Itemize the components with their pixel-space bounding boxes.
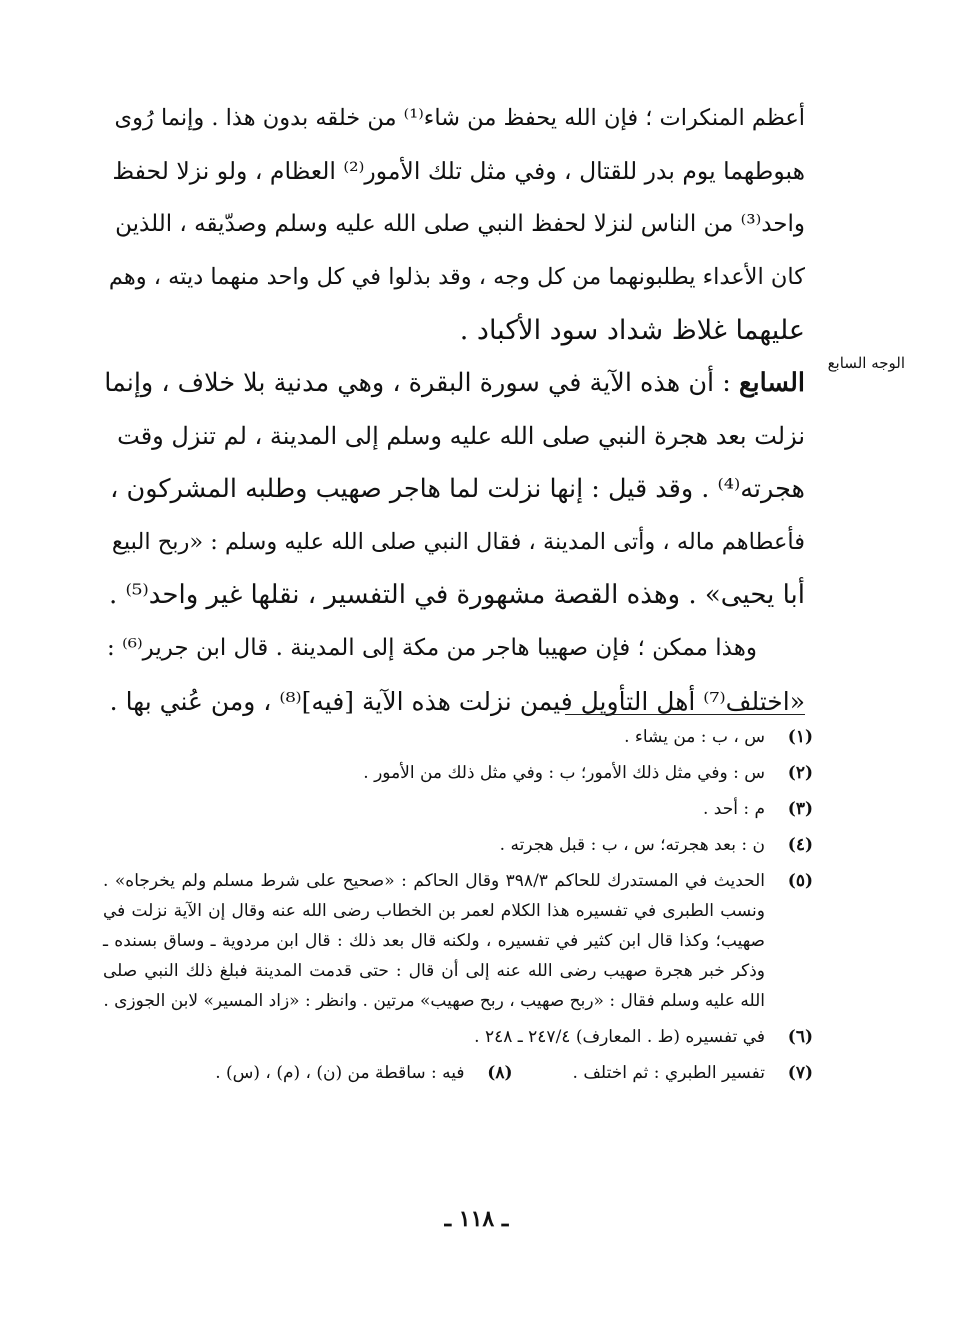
body-line: أبا يحيى» . وهذه القصة مشهورة في التفسير ، نقلها غير واحد⁽⁵⁾ . xyxy=(109,580,805,610)
main-text xyxy=(105,92,805,728)
footnote-pair xyxy=(103,1058,813,1088)
footnote-number: (٢) xyxy=(787,763,813,783)
body-line: نزلت بعد هجرة النبي صلى الله عليه وسلم إلى المدينة ، لم تنزل وقت xyxy=(117,422,805,450)
margin-note: الوجه السابع xyxy=(827,354,905,372)
footnote-number: (٣) xyxy=(787,799,813,819)
seventh-aspect-heading: السابع xyxy=(738,368,805,398)
body-line: هبوطهما يوم بدر للقتال ، وفي مثل تلك الأمور⁽²⁾ العظام ، ولو نزلا لحفظ xyxy=(112,157,805,185)
footnote-text: في تفسيره (ط . المعارف) ٢٤٧/٤ ـ ٢٤٨ . xyxy=(474,1027,765,1047)
body-line: كان الأعداء يطلبونهما من كل وجه ، وقد بذلوا في كل واحد منهما ديته ، وهم xyxy=(108,264,805,290)
footnote xyxy=(103,794,813,824)
seventh-aspect-text: : أن هذه الآية في سورة البقرة ، وهي مدنية بلا خلاف ، وإنما xyxy=(104,368,739,398)
footnote xyxy=(103,1022,813,1052)
footnote-number: (١) xyxy=(787,727,813,747)
footnote xyxy=(103,830,813,860)
footnote-text: الحديث في المستدرك للحاكم ٣٩٨/٣ وقال الحاكم : «صحيح على شرط مسلم ولم يخرجاه» . ونسب الطبرى في تفسيره هذا الكلام لعمر بن الخطاب رضى الله عنه وقال إن الآية نزلت في صهيب؛ وكذا قال ابن كثير في تفسيره ، ولكنه قال بعد ذلك : قال ابن مردوية ـ وساق بسنده ـ وذكر خبر هجرة صهيب رضى الله عنه إلى أن قال : حتى قدمت المدينة فبلغ ذلك النبي صلى الله عليه وسلم فقال : «ربح صهيب ، ربح صهيب» مرتين . وانظر : «زاد المسير» لابن الجوزى . xyxy=(103,871,765,1011)
footnote-number: (٤) xyxy=(787,835,813,855)
footnote-text: تفسير الطبري : ثم اختلف . xyxy=(572,1063,765,1083)
footnote-number: (٥) xyxy=(787,871,813,891)
body-line: واحد⁽³⁾ من الناس لنزلا لحفظ النبي صلى الله عليه وسلم وصدّيقه ، اللذين xyxy=(115,211,805,237)
footnote xyxy=(103,866,813,1016)
body-line: عليهما غلاظ شداد سود الأكباد . xyxy=(459,315,805,346)
footnote-separator xyxy=(565,714,805,715)
page-number: ـ ١١٨ ـ xyxy=(444,1206,509,1232)
footnote-number: (٨) xyxy=(487,1063,513,1083)
footnote-text: ن : بعد هجرته؛ س ، ب : قبل هجرته . xyxy=(499,835,765,855)
body-line: فأعطاهم ماله ، وأتى المدينة ، فقال النبي صلى الله عليه وسلم : «ربح البيع xyxy=(111,529,805,555)
footnote-text: س : وفي مثل ذلك الأمور؛ ب : وفي مثل ذلك من الأمور . xyxy=(363,763,765,783)
footnote-text: م : أحد . xyxy=(702,799,765,819)
footnote-text: فيه : ساقطة من (ن) ، (م) ، (س) . xyxy=(215,1063,465,1083)
footnote-number: (٧) xyxy=(787,1063,813,1083)
footnote-text: س ، ب : من يشاء . xyxy=(624,727,765,747)
body-line: أعظم المنكرات ؛ فإن الله يحفظ من شاء⁽¹⁾ من خلقه بدون هذا . وإنما رُوى xyxy=(114,105,805,131)
body-line: وهذا ممكن ؛ فإن صهيبا هاجر من مكة إلى المدينة . قال ابن جرير⁽⁶⁾ : xyxy=(107,635,757,661)
footnote-number: (٦) xyxy=(787,1027,813,1047)
body-line: «اختلف⁽⁷⁾ أهل التأويل فيمن نزلت هذه الآية [فيه]⁽⁸⁾ ، ومن عُني بها . xyxy=(109,687,805,716)
footnote xyxy=(103,722,813,752)
body-line: هجرته⁽⁴⁾ . وقد قيل : إنها نزلت لما هاجر صهيب وطلبه المشركون ، xyxy=(110,474,805,504)
footnote xyxy=(103,758,813,788)
footnotes xyxy=(103,722,813,1094)
seventh-aspect-line xyxy=(105,357,805,410)
